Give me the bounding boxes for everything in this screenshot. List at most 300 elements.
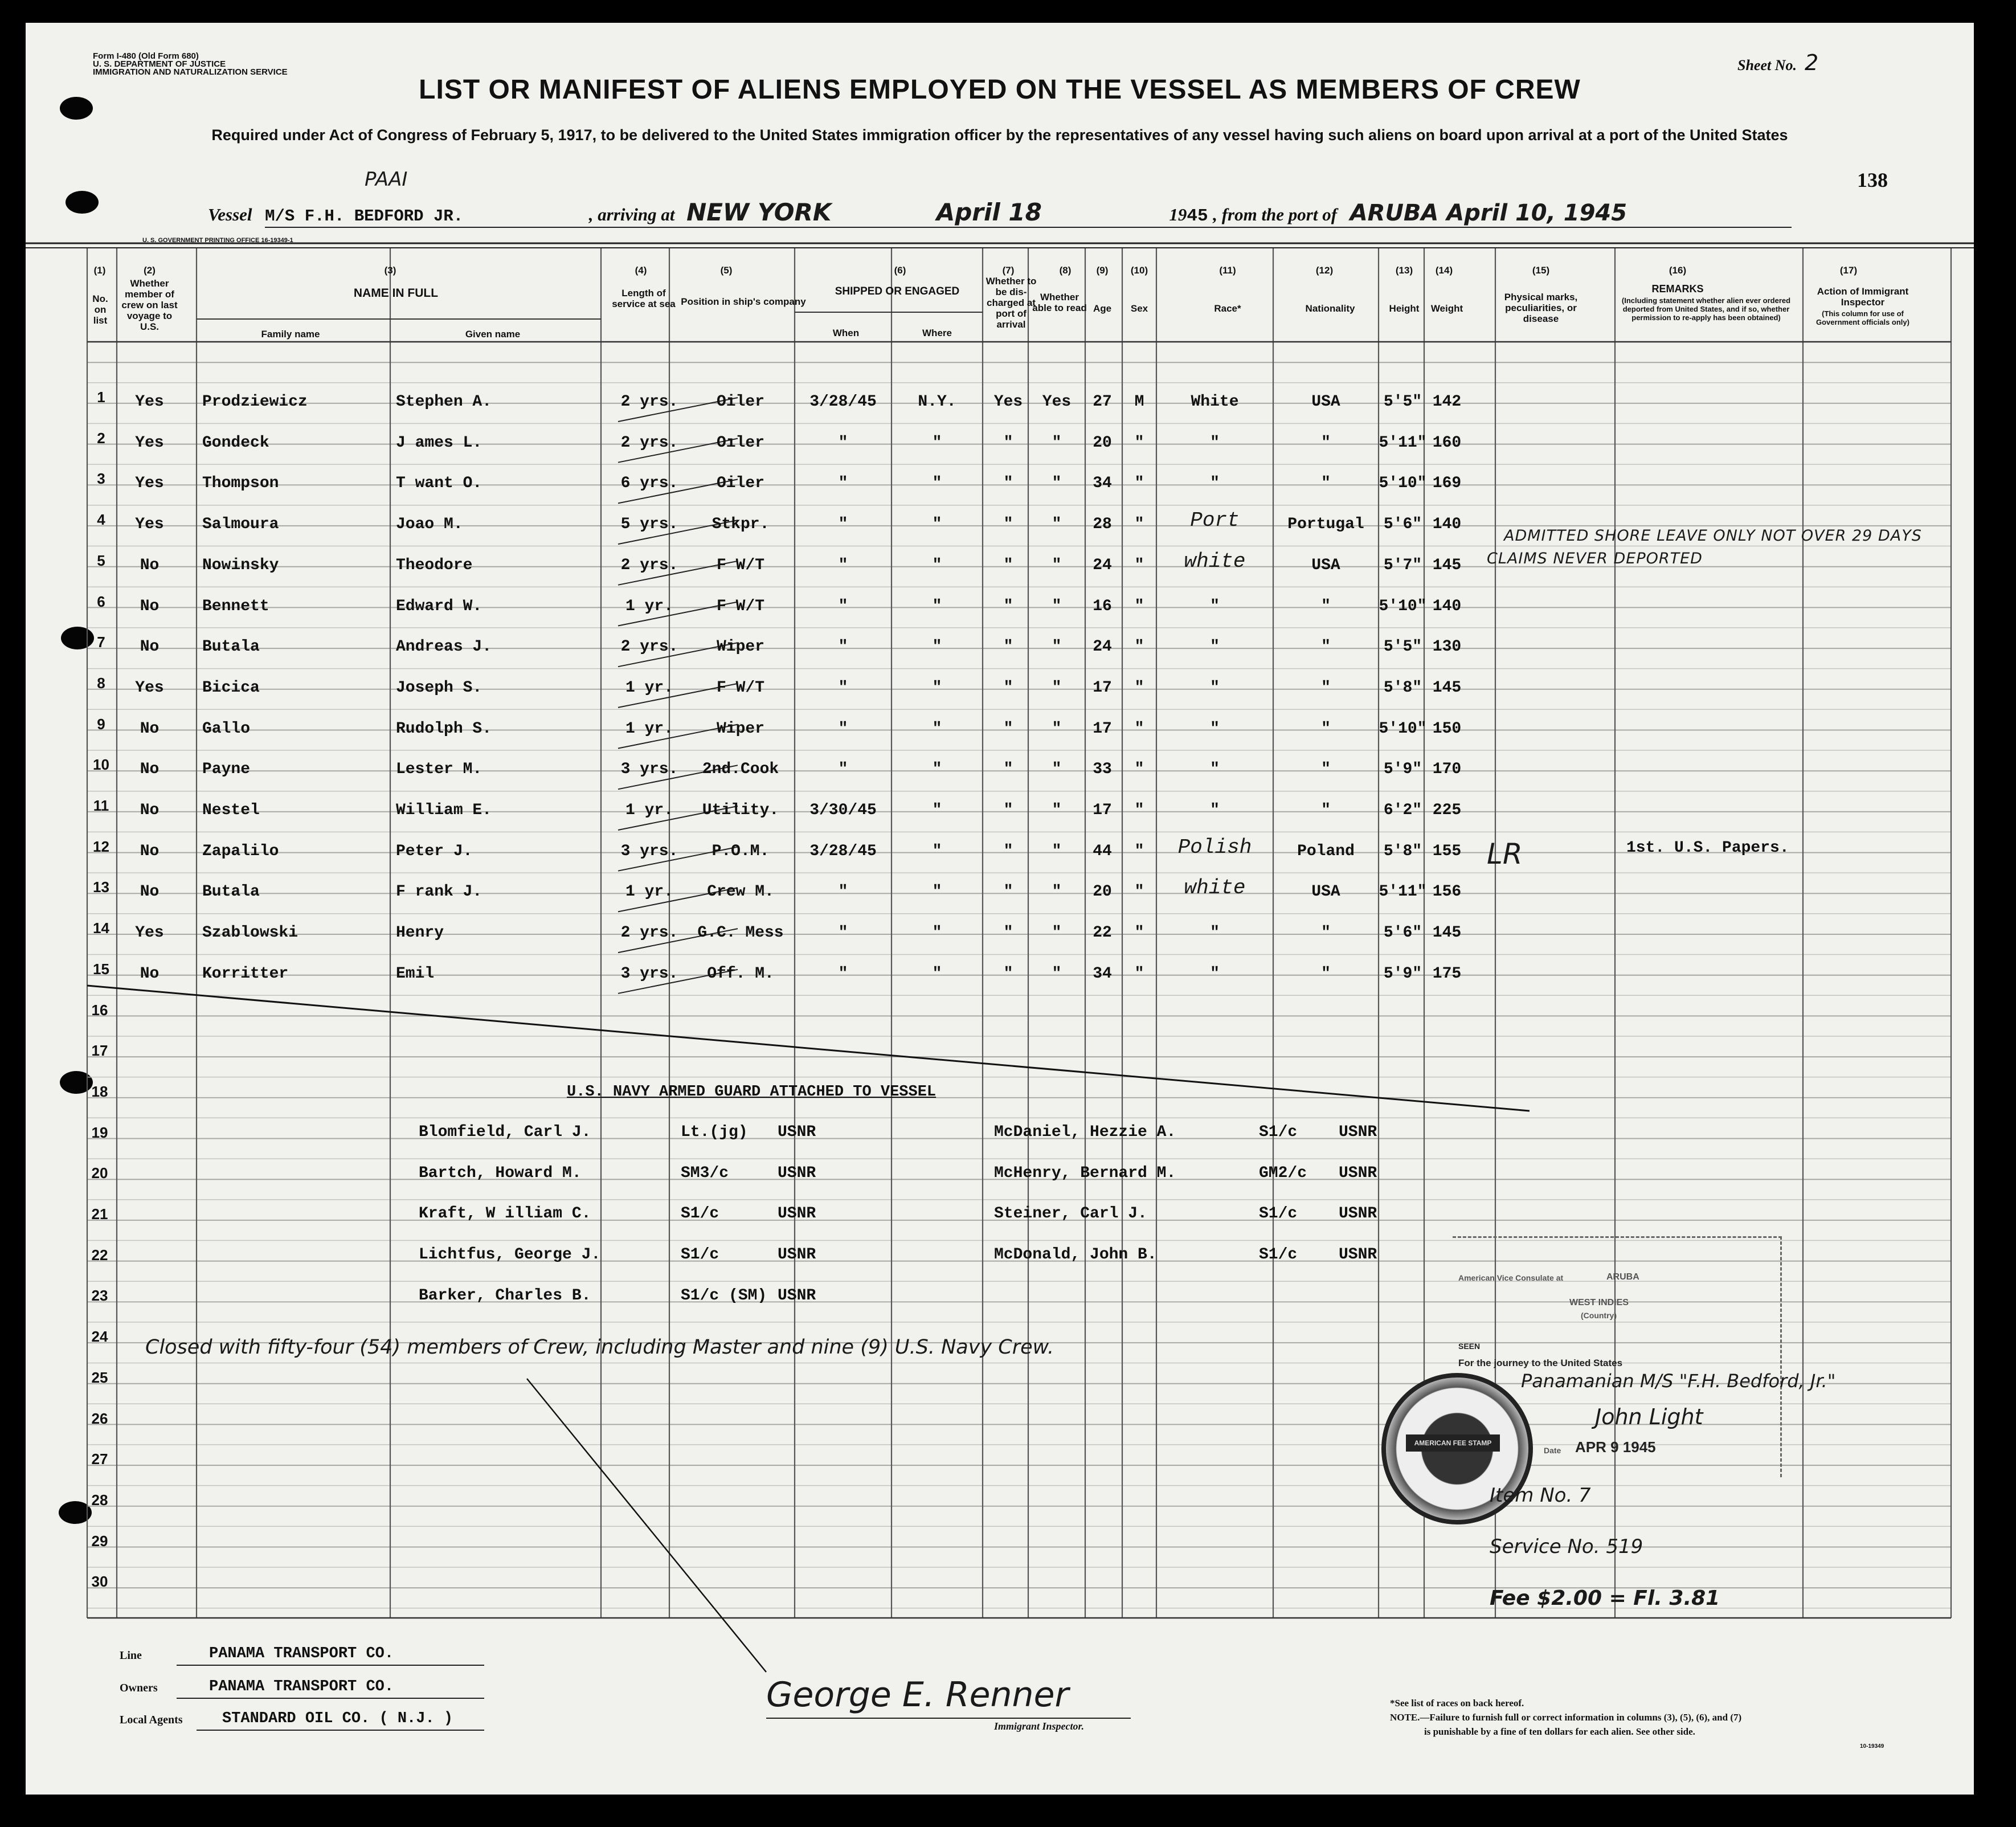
col-num: (2): [144, 265, 156, 276]
crew-age: 20: [1093, 434, 1112, 452]
header-length-service: Length of service at sea: [612, 288, 676, 309]
crew-weight: 160: [1432, 434, 1462, 452]
crew-age: 20: [1093, 883, 1112, 901]
crew-weight: 155: [1432, 842, 1462, 860]
consul-signature: John Light: [1595, 1404, 1703, 1429]
crew-given: Rudolph S.: [396, 720, 492, 738]
crew-height: 5'7": [1383, 556, 1422, 574]
crew-age: 34: [1093, 475, 1112, 493]
form-code: 10-19349: [1860, 1743, 1884, 1750]
crew-service: 2 yrs.: [620, 924, 678, 942]
form-number: Form I-480 (Old Form 680): [93, 51, 199, 61]
crew-position: Utility.: [702, 802, 779, 819]
crew-family: Gondeck: [202, 434, 269, 452]
arrival-date: April 18: [936, 198, 1042, 226]
crew-weight: 156: [1432, 883, 1462, 901]
crew-height: 5'11": [1379, 883, 1427, 901]
crew-nat: ": [1321, 475, 1331, 493]
crew-height: 5'10": [1379, 475, 1427, 493]
crew-read: ": [1052, 842, 1062, 860]
crew-voyage: No: [140, 883, 160, 901]
crew-weight: 130: [1432, 638, 1462, 656]
crew-nat: ": [1321, 720, 1331, 738]
item-number: Item No. 7: [1490, 1484, 1591, 1507]
navy-unit: USNR: [778, 1164, 816, 1182]
header-race: Race*: [1214, 303, 1241, 314]
crew-position: F W/T: [716, 679, 764, 697]
crew-nat: ": [1321, 638, 1331, 656]
navy-name: Blomfield, Carl J.: [419, 1123, 591, 1141]
navy-name: McDaniel, Hezzie A.: [994, 1123, 1176, 1141]
fee: Fee $2.00 = Fl. 3.81: [1490, 1587, 1720, 1610]
col-num: (7): [1002, 265, 1015, 276]
navy-rate: GM2/c: [1259, 1164, 1307, 1182]
col-num: (5): [720, 265, 733, 276]
header-position: Position in ship's company: [681, 296, 806, 307]
crew-race: white: [1184, 876, 1246, 900]
crew-n: 15: [93, 960, 109, 978]
header-nationality: Nationality: [1305, 303, 1355, 314]
crew-where: ": [932, 638, 942, 656]
header-no-on-list: No. on list: [92, 293, 108, 326]
crew-service: 3 yrs.: [620, 761, 678, 779]
crew-race: ": [1210, 761, 1220, 779]
crew-position: F W/T: [716, 556, 764, 574]
crew-height: 5'10": [1379, 720, 1427, 738]
crew-weight: 169: [1432, 475, 1462, 493]
consulate-label: American Vice Consulate at: [1458, 1273, 1564, 1282]
crew-voyage: No: [140, 720, 160, 738]
crew-position: F W/T: [716, 597, 764, 615]
navy-unit: USNR: [778, 1246, 816, 1264]
crew-race: ": [1210, 964, 1220, 983]
crew-service: 3 yrs.: [620, 842, 678, 860]
crew-disch: ": [1003, 842, 1013, 860]
crew-position: P.O.M.: [711, 842, 770, 860]
crew-service: 3 yrs.: [620, 964, 678, 983]
rule-line: [527, 1379, 766, 1672]
arriving-label: , arriving at: [588, 205, 675, 224]
crew-voyage: No: [140, 638, 160, 656]
inspector-signature: George E. Renner: [766, 1675, 1069, 1715]
crew-service: 5 yrs.: [620, 516, 678, 534]
row-number: 17: [91, 1042, 108, 1060]
crew-voyage: No: [140, 556, 160, 574]
crew-voyage: Yes: [135, 679, 164, 697]
page-subtitle: Required under Act of Congress of February 5, 1917, to be delivered to the United States immigration officer by the representatives of any vessel having such aliens on board upon arrival at a port of the United States: [211, 126, 1788, 144]
crew-where: ": [932, 597, 942, 615]
crew-age: 17: [1093, 679, 1112, 697]
crew-where: ": [932, 964, 942, 983]
crew-n: 12: [93, 837, 109, 855]
crew-disch: ": [1003, 964, 1013, 983]
navy-heading: U.S. NAVY ARMED GUARD ATTACHED TO VESSEL: [567, 1084, 937, 1101]
header-height: Height: [1389, 303, 1420, 314]
crew-age: 24: [1093, 638, 1112, 656]
consulate-location: ARUBA: [1606, 1272, 1639, 1282]
crew-when: ": [838, 597, 848, 615]
crew-nat: USA: [1311, 883, 1340, 901]
navy-rate: S1/c (SM): [681, 1286, 767, 1305]
fine-note: NOTE.—Failure to furnish full or correct information in columns (3), (5), (6), and (7): [1390, 1712, 1742, 1723]
crew-sex: ": [1134, 597, 1144, 615]
crew-where: ": [932, 516, 942, 534]
navy-unit: USNR: [778, 1123, 816, 1141]
crew-race: white: [1184, 549, 1246, 573]
crew-disch: ": [1003, 883, 1013, 901]
row-number: 22: [91, 1246, 108, 1264]
line-underline: [177, 1665, 484, 1666]
crew-read: ": [1052, 516, 1062, 534]
crew-family: Butala: [202, 883, 260, 901]
crew-age: 22: [1093, 924, 1112, 942]
crew-weight: 175: [1432, 964, 1462, 983]
crew-nat: ": [1321, 761, 1331, 779]
crew-race: Polish: [1177, 835, 1252, 859]
crew-when: 3/28/45: [809, 842, 877, 860]
row-number: 29: [91, 1532, 108, 1550]
crew-sex: ": [1134, 720, 1144, 738]
crew-given: Andreas J.: [396, 638, 492, 656]
crew-disch: ": [1003, 475, 1013, 493]
crew-family: Zapalilo: [202, 842, 279, 860]
crew-race: ": [1210, 802, 1220, 819]
header-read: Whether able to read: [1032, 292, 1087, 313]
agents-underline: [197, 1730, 484, 1731]
header-given-name: Given name: [465, 329, 521, 340]
page-number: 138: [1857, 169, 1888, 191]
crew-race: ": [1210, 679, 1220, 697]
crew-given: Stephen A.: [396, 393, 492, 411]
navy-name: Kraft, W illiam C.: [419, 1205, 591, 1223]
remarks-row12: 1st. U.S. Papers.: [1626, 839, 1789, 857]
crew-sex: ": [1134, 434, 1144, 452]
crew-disch: ": [1003, 679, 1013, 697]
crew-race: Port: [1190, 509, 1240, 533]
col-num: (11): [1219, 265, 1236, 276]
navy-name: McHenry, Bernard M.: [994, 1164, 1176, 1182]
remarks-row4-line2: CLAIMS NEVER DEPORTED: [1487, 550, 1703, 567]
line-label: Line: [120, 1649, 142, 1662]
crew-service: 6 yrs.: [620, 475, 678, 493]
crew-read: Yes: [1042, 393, 1072, 411]
crew-read: ": [1052, 924, 1062, 942]
seen-label: SEEN: [1458, 1342, 1481, 1351]
crew-weight: 225: [1432, 802, 1462, 819]
crew-sex: M: [1134, 393, 1144, 411]
crew-service: 1 yr.: [625, 883, 673, 901]
crew-disch: ": [1003, 720, 1013, 738]
crew-age: 28: [1093, 516, 1112, 534]
inspector-label: Immigrant Inspector.: [994, 1720, 1085, 1732]
crew-disch: ": [1003, 434, 1013, 452]
row-number: 19: [91, 1123, 108, 1141]
crew-where: ": [932, 720, 942, 738]
crew-read: ": [1052, 679, 1062, 697]
crew-voyage: Yes: [135, 434, 164, 452]
crew-where: ": [932, 924, 942, 942]
crew-height: 5'5": [1383, 638, 1422, 656]
crew-age: 17: [1093, 720, 1112, 738]
crew-n: 11: [93, 797, 109, 814]
crew-height: 5'11": [1379, 434, 1427, 452]
crew-position: Oıler: [716, 434, 764, 452]
crew-age: 27: [1093, 393, 1112, 411]
crew-nat: Portugal: [1287, 516, 1364, 534]
sheet-value: 2: [1805, 50, 1819, 75]
crew-read: ": [1052, 597, 1062, 615]
fee-stamp: AMERICAN FEE STAMP: [1406, 1434, 1500, 1452]
crew-race: ": [1210, 720, 1220, 738]
crew-nat: ": [1321, 924, 1331, 942]
crew-nat: USA: [1311, 393, 1340, 411]
crew-read: ": [1052, 761, 1062, 779]
crew-age: 33: [1093, 761, 1112, 779]
crew-given: Joao M.: [396, 516, 463, 534]
crew-n: 10: [93, 756, 109, 774]
crew-age: 17: [1093, 802, 1112, 819]
header-family-name: Family name: [261, 329, 320, 340]
crew-voyage: Yes: [135, 475, 164, 493]
crew-sex: ": [1134, 638, 1144, 656]
owners-value: PANAMA TRANSPORT CO.: [209, 1678, 394, 1695]
crew-weight: 145: [1432, 679, 1462, 697]
year-printed: 19: [1169, 205, 1187, 224]
crew-position: Wiper: [716, 638, 764, 656]
crew-position: Oiler: [716, 475, 764, 493]
crew-where: ": [932, 475, 942, 493]
crew-n: 4: [97, 511, 105, 529]
navy-rate: Lt.(jg): [681, 1123, 748, 1141]
from-port-label: , from the port of: [1213, 205, 1338, 224]
crew-nat: ": [1321, 597, 1331, 615]
row-number: 27: [91, 1450, 108, 1468]
crew-service: 2 yrs.: [620, 434, 678, 452]
crew-family: Nestel: [202, 802, 260, 819]
crew-when: ": [838, 475, 848, 493]
crew-weight: 145: [1432, 924, 1462, 942]
navy-unit: USNR: [778, 1286, 816, 1305]
crew-sex: ": [1134, 556, 1144, 574]
col-num: (17): [1839, 265, 1858, 276]
crew-sex: ": [1134, 842, 1144, 860]
crew-voyage: No: [140, 802, 160, 819]
crew-position: 2nd.Cook: [702, 761, 779, 779]
crew-given: T want O.: [396, 475, 482, 493]
crew-position: Oiler: [716, 393, 764, 411]
agents-label: Local Agents: [120, 1714, 183, 1726]
crew-sex: ": [1134, 761, 1144, 779]
header-shipped: SHIPPED OR ENGAGED: [835, 285, 960, 297]
crew-service: 1 yr.: [625, 597, 673, 615]
inspector-underline: [766, 1718, 1131, 1719]
crew-height: 5'8": [1383, 842, 1422, 860]
crew-read: ": [1052, 638, 1062, 656]
crew-height: 5'5": [1383, 393, 1422, 411]
service-number: Service No. 519: [1490, 1535, 1643, 1558]
col-num: (8): [1059, 265, 1072, 276]
crew-family: Bicica: [202, 679, 260, 697]
crew-when: ": [838, 638, 848, 656]
navy-unit: USNR: [1339, 1205, 1377, 1223]
crew-family: Korritter: [202, 964, 289, 983]
crew-voyage: No: [140, 964, 160, 983]
crew-position: Wiper: [716, 720, 764, 738]
crew-voyage: Yes: [135, 924, 164, 942]
crew-when: ": [838, 720, 848, 738]
row-number: 28: [91, 1491, 108, 1509]
col-num: (13): [1395, 265, 1413, 276]
department: U. S. DEPARTMENT OF JUSTICE: [93, 59, 226, 69]
service-name: IMMIGRATION AND NATURALIZATION SERVICE: [93, 67, 288, 77]
crew-read: ": [1052, 556, 1062, 574]
crew-race: ": [1210, 434, 1220, 452]
crew-n: 8: [97, 674, 105, 692]
crew-given: Henry: [396, 924, 444, 942]
crew-nat: USA: [1311, 556, 1340, 574]
crew-height: 5'9": [1383, 964, 1422, 983]
sheet-label: Sheet No.: [1737, 57, 1797, 73]
header-action-sub: (This column for use of Government officials only): [1816, 309, 1909, 326]
consular-date: APR 9 1945: [1575, 1438, 1656, 1456]
crew-age: 24: [1093, 556, 1112, 574]
crew-service: 1 yr.: [625, 720, 673, 738]
col-num: (4): [635, 265, 647, 276]
crew-where: ": [932, 842, 942, 860]
crew-service: 1 yr.: [625, 679, 673, 697]
crew-disch: ": [1003, 761, 1013, 779]
row-number: 26: [91, 1409, 108, 1427]
crew-nat: ": [1321, 679, 1331, 697]
agents-value: STANDARD OIL CO. ( N.J. ): [222, 1710, 453, 1727]
consulate-country-label: (Country): [1581, 1311, 1617, 1320]
row-number: 18: [91, 1082, 108, 1100]
crew-when: 3/30/45: [809, 802, 877, 819]
crew-n: 3: [97, 470, 105, 488]
crew-read: ": [1052, 720, 1062, 738]
crew-nat: ": [1321, 434, 1331, 452]
header-sex: Sex: [1130, 303, 1148, 314]
crew-position: Stkpr.: [711, 516, 770, 534]
crew-n: 2: [97, 429, 105, 447]
header-when: When: [832, 328, 860, 338]
crew-weight: 145: [1432, 556, 1462, 574]
crew-where: ": [932, 434, 942, 452]
crew-service: 2 yrs.: [620, 638, 678, 656]
header-name-in-full: NAME IN FULL: [353, 287, 439, 300]
crew-sex: ": [1134, 475, 1144, 493]
date-label: Date: [1544, 1446, 1561, 1455]
crew-where: ": [932, 883, 942, 901]
header-remarks: REMARKS: [1651, 283, 1704, 295]
crew-family: Payne: [202, 761, 251, 779]
consular-vessel: Panamanian M/S "F.H. Bedford, Jr.": [1521, 1370, 1836, 1392]
closing-note: Closed with fifty-four (54) members of Crew, including Master and nine (9) U.S. Navy Crew.: [145, 1336, 1054, 1359]
header-age: Age: [1093, 303, 1112, 314]
crew-n: 1: [97, 389, 105, 406]
header-where: Where: [922, 328, 952, 338]
fine-note-cont: is punishable by a fine of ten dollars for each alien. See other side.: [1424, 1726, 1695, 1737]
crew-weight: 170: [1432, 761, 1462, 779]
crew-weight: 140: [1432, 516, 1462, 534]
crew-where: ": [932, 556, 942, 574]
navy-unit: USNR: [1339, 1246, 1377, 1264]
crew-sex: ": [1134, 802, 1144, 819]
header-weight: Weight: [1430, 303, 1463, 314]
crew-voyage: No: [140, 761, 160, 779]
row-number: 20: [91, 1164, 108, 1182]
header-physical: Physical marks, peculiarities, or disease: [1504, 292, 1578, 324]
crew-where: ": [932, 802, 942, 819]
crew-voyage: Yes: [135, 393, 164, 411]
page-title: LIST OR MANIFEST OF ALIENS EMPLOYED ON THE VESSEL AS MEMBERS OF CREW: [419, 75, 1581, 105]
crew-service: 1 yr.: [625, 802, 673, 819]
crew-n: 5: [97, 551, 105, 569]
crew-family: Szablowski: [202, 924, 298, 942]
header-last-voyage: Whether member of crew on last voyage to U.S.: [121, 278, 178, 332]
col-num: (12): [1315, 265, 1334, 276]
navy-rate: S1/c: [681, 1246, 719, 1264]
crew-race: ": [1210, 924, 1220, 942]
physical-row12: LR: [1487, 837, 1523, 870]
crew-when: ": [838, 924, 848, 942]
crew-given: F rank J.: [396, 883, 482, 901]
navy-name: Lichtfus, George J.: [419, 1246, 601, 1264]
remarks-row4-line1: ADMITTED SHORE LEAVE ONLY NOT OVER 29 DAYS: [1504, 527, 1922, 545]
header-action: Action of Immigrant Inspector: [1817, 286, 1909, 308]
crew-read: ": [1052, 475, 1062, 493]
crew-sex: ": [1134, 679, 1144, 697]
crew-sex: ": [1134, 964, 1144, 983]
navy-rate: SM3/c: [681, 1164, 729, 1182]
crew-when: ": [838, 679, 848, 697]
navy-unit: USNR: [1339, 1164, 1377, 1182]
row-number: 21: [91, 1205, 108, 1223]
crew-height: 5'10": [1379, 597, 1427, 615]
crew-n: 7: [97, 633, 105, 651]
navy-rate: S1/c: [1259, 1123, 1298, 1141]
crew-given: Emil: [396, 964, 435, 983]
crew-when: ": [838, 964, 848, 983]
crew-nat: ": [1321, 802, 1331, 819]
crew-race: ": [1210, 475, 1220, 493]
navy-name: Steiner, Carl J.: [994, 1205, 1147, 1223]
col-num: (1): [93, 265, 106, 276]
crew-when: ": [838, 434, 848, 452]
header-remarks-sub: (Including statement whether alien ever ordered deported from United States, and if so, whether permission to re-apply has been obtained): [1621, 296, 1791, 322]
crew-age: 44: [1093, 842, 1112, 860]
crew-family: Bennett: [202, 597, 269, 615]
crew-position: Off. M.: [707, 964, 774, 983]
vessel-name: M/S F.H. BEDFORD JR.: [265, 207, 464, 226]
crew-n: 14: [93, 919, 109, 937]
crew-read: ": [1052, 964, 1062, 983]
crew-read: ": [1052, 434, 1062, 452]
crew-n: 9: [97, 715, 105, 733]
crew-disch: ": [1003, 597, 1013, 615]
crew-when: ": [838, 516, 848, 534]
row-number: 16: [91, 1001, 108, 1019]
crew-when: ": [838, 761, 848, 779]
crew-n: 13: [93, 878, 109, 896]
crew-nat: Poland: [1297, 842, 1355, 860]
crew-position: Crew M.: [707, 883, 774, 901]
printing-office: U. S. GOVERNMENT PRINTING OFFICE 16-19349-1: [142, 237, 293, 244]
manifest-sheet: [26, 23, 1974, 1795]
navy-unit: USNR: [1339, 1123, 1377, 1141]
crew-family: Nowinsky: [202, 556, 279, 574]
crew-voyage: No: [140, 842, 160, 860]
